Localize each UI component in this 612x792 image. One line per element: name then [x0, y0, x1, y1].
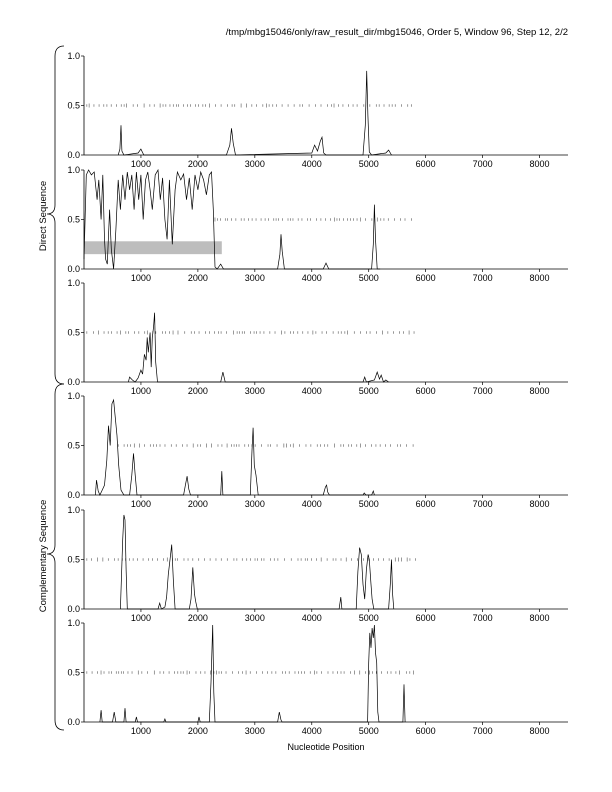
- panels-layer: [67, 51, 568, 736]
- x-tick-label: 8000: [529, 499, 550, 509]
- series-line: [118, 71, 391, 155]
- y-tick-label: 0.0: [67, 490, 80, 500]
- x-tick-label: 1000: [130, 499, 151, 509]
- complementary-sequence-brace: [47, 384, 64, 730]
- x-tick-label: 7000: [472, 386, 493, 396]
- panel-5: [67, 505, 568, 623]
- direct-sequence-brace: [47, 46, 64, 384]
- y-tick-label: 0.0: [67, 604, 80, 614]
- x-tick-label: 1000: [130, 159, 151, 169]
- x-tick-label: 5000: [358, 726, 379, 736]
- x-tick-label: 7000: [472, 499, 493, 509]
- x-tick-label: 7000: [472, 613, 493, 623]
- x-tick-label: 5000: [358, 613, 379, 623]
- x-tick-label: 7000: [472, 726, 493, 736]
- series-line: [95, 400, 374, 495]
- x-tick-label: 3000: [244, 386, 265, 396]
- x-tick-label: 8000: [529, 159, 550, 169]
- series-line: [120, 515, 393, 609]
- y-tick-label: 1.0: [67, 505, 80, 515]
- panel-2: [67, 165, 568, 283]
- x-tick-label: 6000: [415, 273, 436, 283]
- complementary-sequence-label: Complementary Sequence: [38, 499, 49, 613]
- y-tick-label: 0.5: [67, 554, 80, 565]
- series-line: [128, 313, 388, 382]
- x-tick-label: 2000: [187, 499, 208, 509]
- x-tick-label: 6000: [415, 613, 436, 623]
- y-tick-label: 0.5: [67, 440, 80, 451]
- x-tick-label: 3000: [244, 499, 265, 509]
- x-tick-label: 6000: [415, 499, 436, 509]
- x-axis-label: Nucleotide Position: [287, 742, 365, 752]
- x-tick-label: 4000: [301, 499, 322, 509]
- panel-1: [67, 51, 568, 169]
- x-tick-label: 6000: [415, 159, 436, 169]
- x-tick-label: 5000: [358, 499, 379, 509]
- x-tick-label: 8000: [529, 613, 550, 623]
- annotations-layer: [38, 46, 365, 752]
- x-tick-label: 3000: [244, 273, 265, 283]
- y-tick-label: 0.5: [67, 667, 80, 678]
- y-tick-label: 1.0: [67, 165, 80, 175]
- x-tick-label: 2000: [187, 159, 208, 169]
- x-tick-label: 5000: [358, 273, 379, 283]
- y-tick-label: 0.0: [67, 150, 80, 160]
- x-tick-label: 4000: [301, 159, 322, 169]
- y-tick-label: 1.0: [67, 278, 80, 288]
- panel-4: [67, 391, 568, 509]
- series-line: [100, 625, 405, 722]
- x-tick-label: 4000: [301, 726, 322, 736]
- x-tick-label: 4000: [301, 273, 322, 283]
- x-tick-label: 7000: [472, 273, 493, 283]
- x-tick-label: 1000: [130, 726, 151, 736]
- x-tick-label: 6000: [415, 386, 436, 396]
- y-tick-label: 1.0: [67, 391, 80, 401]
- y-tick-label: 0.5: [67, 100, 80, 111]
- y-tick-label: 0.0: [67, 717, 80, 727]
- panel-6: [67, 618, 568, 736]
- x-tick-label: 7000: [472, 159, 493, 169]
- x-tick-label: 3000: [244, 613, 265, 623]
- x-tick-label: 3000: [244, 726, 265, 736]
- direct-sequence-label: Direct Sequence: [38, 180, 49, 252]
- x-tick-label: 1000: [130, 273, 151, 283]
- x-tick-label: 2000: [187, 386, 208, 396]
- x-tick-label: 2000: [187, 613, 208, 623]
- y-tick-label: 0.5: [67, 327, 80, 338]
- y-tick-label: 0.5: [67, 214, 80, 225]
- x-tick-label: 3000: [244, 159, 265, 169]
- y-tick-label: 1.0: [67, 51, 80, 61]
- x-tick-label: 2000: [187, 273, 208, 283]
- y-tick-label: 0.0: [67, 377, 80, 387]
- x-tick-label: 6000: [415, 726, 436, 736]
- x-tick-label: 8000: [529, 726, 550, 736]
- panel-3: [67, 278, 568, 396]
- page-title: /tmp/mbg15046/only/raw_result_dir/mbg15046, Order 5, Window 96, Step 12, 2/2: [225, 27, 568, 38]
- x-tick-label: 8000: [529, 273, 550, 283]
- y-tick-label: 0.0: [67, 264, 80, 274]
- x-tick-label: 5000: [358, 159, 379, 169]
- y-tick-label: 1.0: [67, 618, 80, 628]
- x-tick-label: 1000: [130, 613, 151, 623]
- x-tick-label: 2000: [187, 726, 208, 736]
- x-tick-label: 1000: [130, 386, 151, 396]
- x-tick-label: 4000: [301, 613, 322, 623]
- x-tick-label: 8000: [529, 386, 550, 396]
- x-tick-label: 4000: [301, 386, 322, 396]
- x-tick-label: 5000: [358, 386, 379, 396]
